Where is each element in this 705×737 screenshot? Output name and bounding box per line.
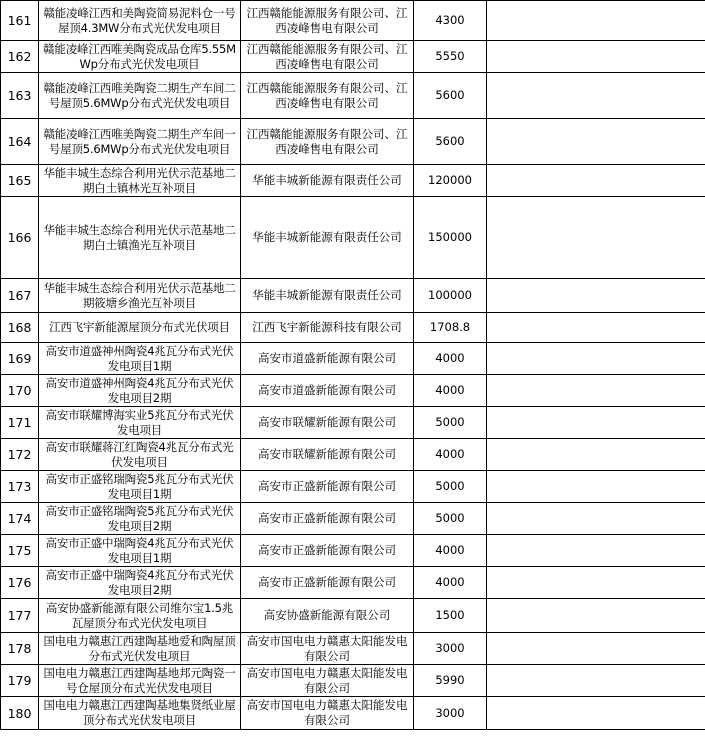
- project-name-cell: 华能丰城生态综合利用光伏示范基地二期白土镇渔光互补项目: [39, 197, 241, 279]
- company-name-cell: 高安市正盛新能源有限公司: [241, 535, 414, 567]
- table-row: [1, 41, 705, 73]
- company-name-cell: 高安市正盛新能源有限公司: [241, 503, 414, 535]
- capacity-cell: 4000: [414, 567, 487, 599]
- row-number: 172: [1, 439, 39, 471]
- note-cell: [487, 633, 705, 665]
- table-row: [1, 119, 705, 165]
- company-name-cell: 华能丰城新能源有限责任公司: [241, 197, 414, 279]
- note-cell: [487, 165, 705, 197]
- capacity-cell: 4000: [414, 535, 487, 567]
- project-name-cell: 高安协盛新能源有限公司维尔宝1.5兆瓦屋顶分布式光伏发电项目: [39, 599, 241, 633]
- company-name-cell: 高安协盛新能源有限公司: [241, 599, 414, 633]
- note-cell: [487, 343, 705, 375]
- capacity-cell: 4000: [414, 439, 487, 471]
- company-name-cell: 高安市联耀新能源有限公司: [241, 439, 414, 471]
- company-name-cell: 江西赣能能源服务有限公司、江西凌峰售电有限公司: [241, 1, 414, 41]
- row-number: 176: [1, 567, 39, 599]
- row-number: 166: [1, 197, 39, 279]
- note-cell: [487, 535, 705, 567]
- capacity-cell: 4000: [414, 375, 487, 407]
- row-number: 178: [1, 633, 39, 665]
- note-cell: [487, 407, 705, 439]
- note-cell: [487, 119, 705, 165]
- note-cell: [487, 41, 705, 73]
- table-row: [1, 599, 705, 633]
- capacity-cell: 5600: [414, 73, 487, 119]
- capacity-cell: 1708.8: [414, 313, 487, 343]
- row-number: 170: [1, 375, 39, 407]
- row-number: 180: [1, 697, 39, 730]
- company-name-cell: 江西赣能能源服务有限公司、江西凌峰售电有限公司: [241, 73, 414, 119]
- table-row: [1, 1, 705, 41]
- capacity-cell: 3000: [414, 697, 487, 730]
- capacity-cell: 5000: [414, 503, 487, 535]
- company-name-cell: 高安市正盛新能源有限公司: [241, 567, 414, 599]
- capacity-cell: 5000: [414, 471, 487, 503]
- note-cell: [487, 697, 705, 730]
- table-row: [1, 197, 705, 279]
- row-number: 164: [1, 119, 39, 165]
- table-row: [1, 279, 705, 313]
- row-number: 169: [1, 343, 39, 375]
- table-row: [1, 567, 705, 599]
- capacity-cell: 100000: [414, 279, 487, 313]
- company-name-cell: 华能丰城新能源有限责任公司: [241, 165, 414, 197]
- project-name-cell: 高安市道盛神州陶瓷4兆瓦分布式光伏发电项目1期: [39, 343, 241, 375]
- table-row: [1, 503, 705, 535]
- table-body: [1, 1, 705, 730]
- row-number: 173: [1, 471, 39, 503]
- company-name-cell: 江西飞宇新能源科技有限公司: [241, 313, 414, 343]
- note-cell: [487, 503, 705, 535]
- company-name-cell: 高安市国电电力赣惠太阳能发电有限公司: [241, 633, 414, 665]
- row-number: 175: [1, 535, 39, 567]
- capacity-cell: 5550: [414, 41, 487, 73]
- table-row: [1, 73, 705, 119]
- table-row: [1, 343, 705, 375]
- project-name-cell: 高安市联耀博海实业5兆瓦分布式光伏发电项目: [39, 407, 241, 439]
- note-cell: [487, 665, 705, 697]
- company-name-cell: 高安市正盛新能源有限公司: [241, 471, 414, 503]
- note-cell: [487, 313, 705, 343]
- project-name-cell: 赣能凌峰江西唯美陶瓷二期生产车间一号屋顶5.6MWp分布式光伏发电项目: [39, 119, 241, 165]
- row-number: 161: [1, 1, 39, 41]
- company-name-cell: 江西赣能能源服务有限公司、江西凌峰售电有限公司: [241, 119, 414, 165]
- company-name-cell: 江西赣能能源服务有限公司、江西凌峰售电有限公司: [241, 41, 414, 73]
- note-cell: [487, 439, 705, 471]
- project-name-cell: 高安市正盛铭瑞陶瓷5兆瓦分布式光伏发电项目1期: [39, 471, 241, 503]
- table-row: [1, 535, 705, 567]
- table-row: [1, 165, 705, 197]
- company-name-cell: 高安市国电电力赣惠太阳能发电有限公司: [241, 665, 414, 697]
- capacity-cell: 5600: [414, 119, 487, 165]
- project-name-cell: 高安市正盛铭瑞陶瓷5兆瓦分布式光伏发电项目2期: [39, 503, 241, 535]
- table-row: [1, 633, 705, 665]
- note-cell: [487, 1, 705, 41]
- company-name-cell: 高安市国电电力赣惠太阳能发电有限公司: [241, 697, 414, 730]
- table-row: [1, 697, 705, 730]
- project-name-cell: 国电电力赣惠江西建陶基地爱和陶屋顶分布式光伏发电项目: [39, 633, 241, 665]
- row-number: 174: [1, 503, 39, 535]
- project-name-cell: 赣能凌峰江西唯美陶瓷二期生产车间二号屋顶5.6MWp分布式光伏发电项目: [39, 73, 241, 119]
- note-cell: [487, 73, 705, 119]
- note-cell: [487, 197, 705, 279]
- row-number: 162: [1, 41, 39, 73]
- note-cell: [487, 471, 705, 503]
- row-number: 171: [1, 407, 39, 439]
- project-name-cell: 高安市道盛神州陶瓷4兆瓦分布式光伏发电项目2期: [39, 375, 241, 407]
- capacity-cell: 150000: [414, 197, 487, 279]
- row-number: 163: [1, 73, 39, 119]
- project-name-cell: 高安市联耀蒋江红陶瓷4兆瓦分布式光伏发电项目: [39, 439, 241, 471]
- note-cell: [487, 375, 705, 407]
- project-name-cell: 国电电力赣惠江西建陶基地邦元陶瓷一号仓屋顶分布式光伏发电项目: [39, 665, 241, 697]
- table-row: [1, 313, 705, 343]
- project-name-cell: 江西飞宇新能源屋顶分布式光伏项目: [39, 313, 241, 343]
- capacity-cell: 5000: [414, 407, 487, 439]
- company-name-cell: 高安市联耀新能源有限公司: [241, 407, 414, 439]
- note-cell: [487, 279, 705, 313]
- table-row: [1, 665, 705, 697]
- capacity-cell: 5990: [414, 665, 487, 697]
- project-name-cell: 华能丰城生态综合利用光伏示范基地二期白土镇林光互补项目: [39, 165, 241, 197]
- table-row: [1, 439, 705, 471]
- capacity-cell: 4000: [414, 343, 487, 375]
- note-cell: [487, 599, 705, 633]
- row-number: 177: [1, 599, 39, 633]
- table-row: [1, 407, 705, 439]
- capacity-cell: 120000: [414, 165, 487, 197]
- company-name-cell: 华能丰城新能源有限责任公司: [241, 279, 414, 313]
- project-name-cell: 高安市正盛中瑞陶瓷4兆瓦分布式光伏发电项目2期: [39, 567, 241, 599]
- row-number: 167: [1, 279, 39, 313]
- capacity-cell: 1500: [414, 599, 487, 633]
- company-name-cell: 高安市道盛新能源有限公司: [241, 343, 414, 375]
- project-name-cell: 华能丰城生态综合利用光伏示范基地二期筱塘乡渔光互补项目: [39, 279, 241, 313]
- company-name-cell: 高安市道盛新能源有限公司: [241, 375, 414, 407]
- note-cell: [487, 567, 705, 599]
- row-number: 165: [1, 165, 39, 197]
- table-row: [1, 375, 705, 407]
- project-name-cell: 国电电力赣惠江西建陶基地集贤纸业屋顶分布式光伏发电项目: [39, 697, 241, 730]
- table-row: [1, 471, 705, 503]
- row-number: 168: [1, 313, 39, 343]
- project-name-cell: 赣能凌峰江西唯美陶瓷成品仓库5.55MWp分布式光伏发电项目: [39, 41, 241, 73]
- project-name-cell: 赣能凌峰江西和美陶瓷简易泥料仓一号屋顶4.3MW分布式光伏发电项目: [39, 1, 241, 41]
- row-number: 179: [1, 665, 39, 697]
- capacity-cell: 3000: [414, 633, 487, 665]
- capacity-cell: 4300: [414, 1, 487, 41]
- project-name-cell: 高安市正盛中瑞陶瓷4兆瓦分布式光伏发电项目1期: [39, 535, 241, 567]
